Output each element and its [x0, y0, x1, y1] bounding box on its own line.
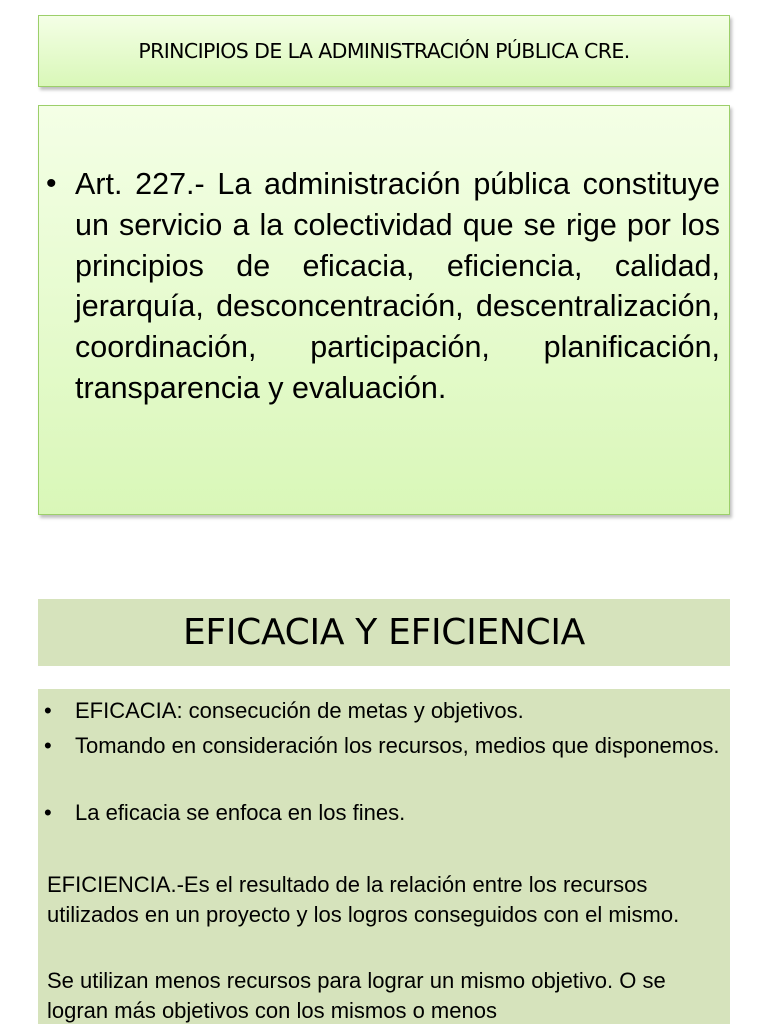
slide2-title: EFICACIA Y EFICIENCIA: [182, 612, 586, 653]
slide1-content-box: [38, 105, 730, 515]
bullet-marker: •: [44, 698, 52, 723]
bullet-eficacia: EFICACIA: consecución de metas y objetivos.: [75, 698, 524, 723]
article-227-text: Art. 227.- La administración pública constituye un servicio a la colectividad que se rige por los principios de eficacia, eficiencia, calidad, jerarquía, desconcentración, descentralización, coordinación, participación, planificación, transparencia y evaluación.: [75, 167, 720, 405]
bullet-recursos: Tomando en consideración los recursos, medios que disponemos.: [75, 733, 720, 758]
slide1-title: PRINCIPIOS DE LA ADMINISTRACIÓN PÚBLICA CRE.: [138, 39, 630, 63]
slide2-title-box: [38, 599, 730, 666]
paragraph-recursos: Se utilizan menos recursos para lograr un mismo objetivo. O se logran más objetivos con los mismos o menos: [47, 968, 666, 1023]
bullet-marker: •: [46, 167, 57, 200]
bullet-marker: •: [44, 733, 52, 758]
paragraph-eficiencia: EFICIENCIA.-Es el resultado de la relación entre los recursos utilizados en un proyecto y los logros conseguidos con el mismo.: [47, 872, 680, 927]
bullet-fines: La eficacia se enfoca en los fines.: [75, 800, 406, 825]
slide2-content-box: [38, 689, 730, 1024]
slide1-title-box: [38, 15, 730, 87]
bullet-marker: •: [44, 800, 52, 825]
